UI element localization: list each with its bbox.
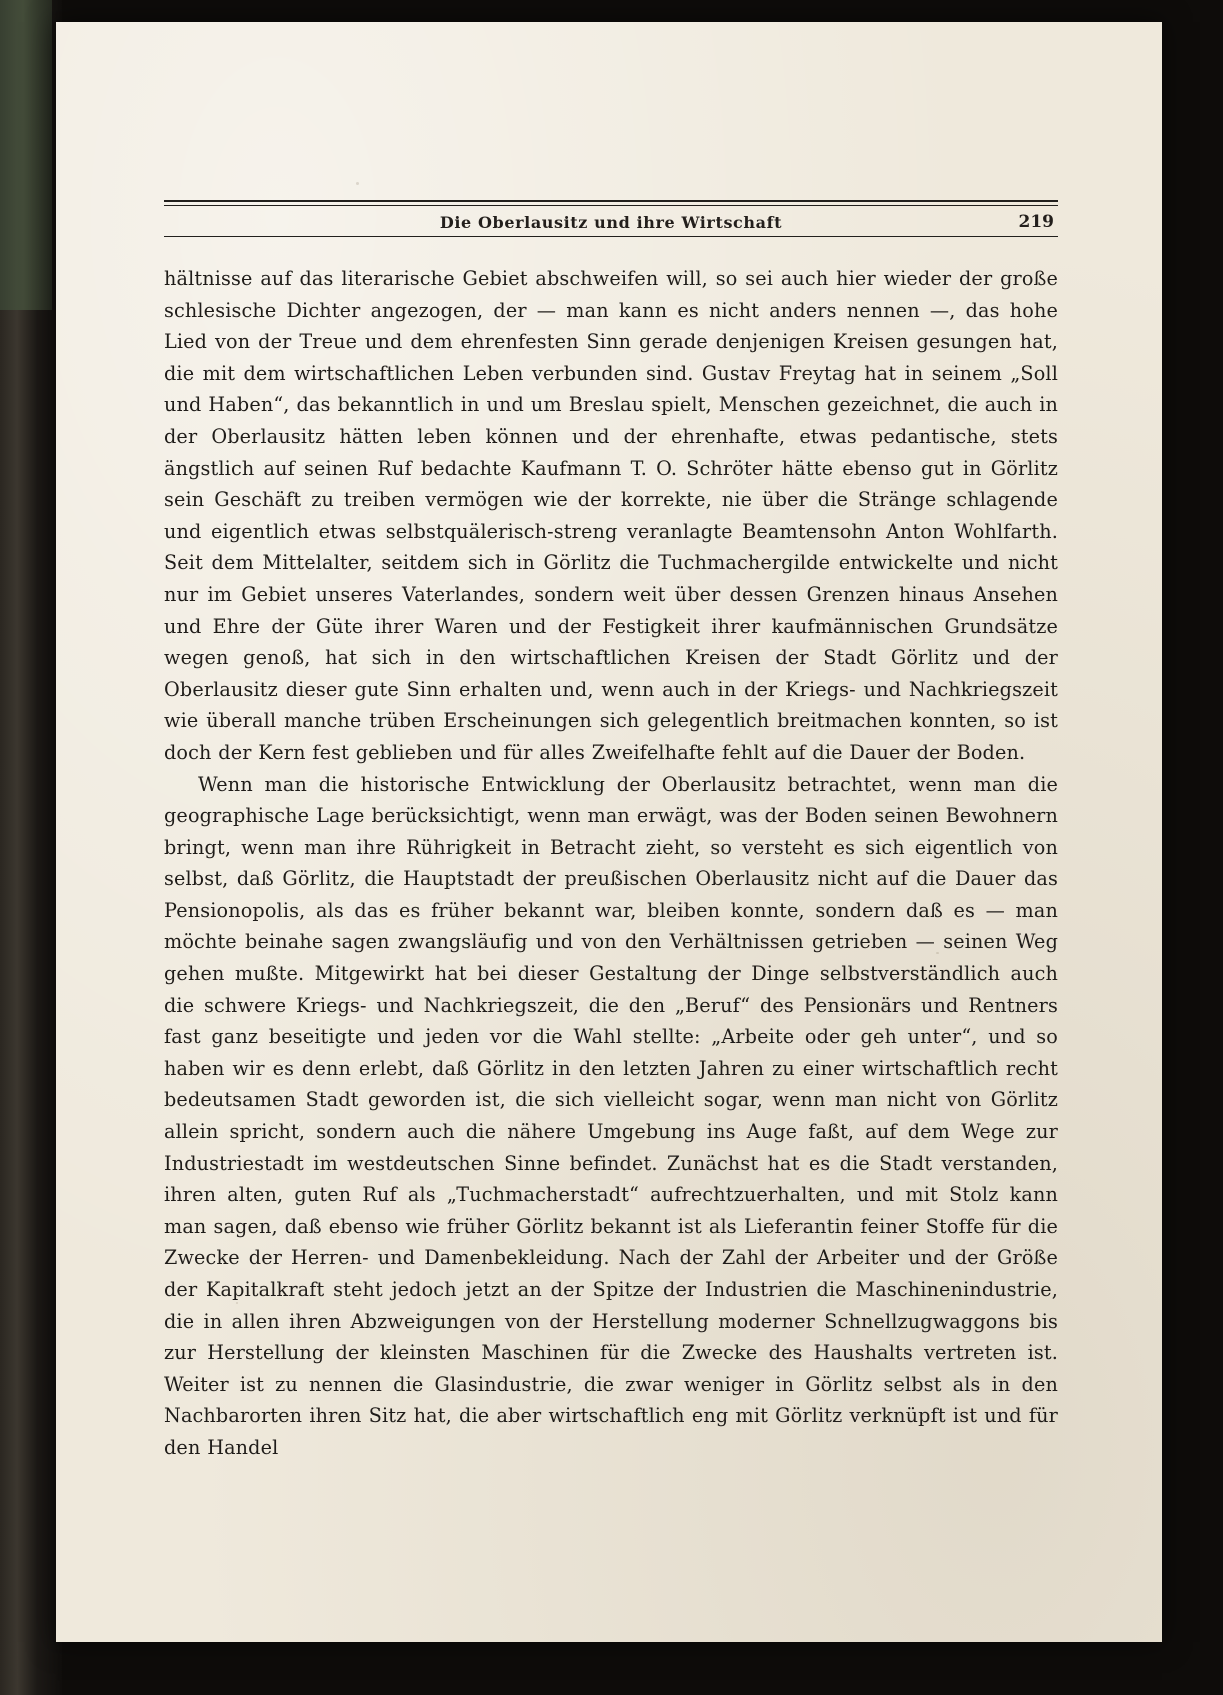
page-content [164, 200, 1058, 1464]
header-rule-bottom [164, 236, 1058, 237]
paragraph-2: Wenn man die historische Entwicklung der Oberlausitz betrachtet, wenn man die geographische Lage berücksichtigt, wenn man erwägt, was der Boden seinen Bewohnern bringt, wenn man ihre Rührigkeit in Betracht zieht, so versteht es sich eigentlich von selbst, daß Görlitz, die Hauptstadt der preußischen Oberlausitz nicht auf die Dauer das Pensionopolis, als das es früher bekannt war, bleiben konnte, sondern daß es — man möchte beinahe sagen zwangsläufig und von den Verhältnissen getrieben — seinen Weg gehen mußte. Mitgewirkt hat bei dieser Gestaltung der Dinge selbstverständlich auch die schwere Kriegs- und Nachkriegszeit, die den „Beruf“ des Pensionärs und Rentners fast ganz beseitigte und jeden vor die Wahl stellte: „Arbeite oder geh unter“, und so haben wir es denn erlebt, daß Görlitz in den letzten Jahren zu einer wirtschaftlich recht bedeutsamen Stadt geworden ist, die sich vielleicht sogar, wenn man nicht von Görlitz allein spricht, sondern auch die nähere Umgebung ins Auge faßt, auf dem Wege zur Industriestadt im westdeutschen Sinne befindet. Zunächst hat es die Stadt verstanden, ihren alten, guten Ruf als „Tuchmacherstadt“ aufrechtzuerhalten, und mit Stolz kann man sagen, daß ebenso wie früher Görlitz bekannt ist als Lieferantin feiner Stoffe für die Zwecke der Herren- und Damenbekleidung. Nach der Zahl der Arbeiter und der Größe der Kapitalkraft steht jedoch jetzt an der Spitze der Industrien die Maschinenindustrie, die in allen ihren Abzweigungen von der Herstellung moderner Schnellzugwaggons bis zur Herstellung der kleinsten Maschinen für die Zwecke des Haushalts vertreten ist. Weiter ist zu nennen die Glasindustrie, die zwar weniger in Görlitz selbst als in den Nachbarorten ihren Sitz hat, die aber wirtschaftlich eng mit Görlitz verknüpft ist und für den Handel [164, 772, 1058, 1459]
paper-speckle [356, 182, 359, 185]
running-head-title: Die Oberlausitz und ihre Wirtschaft [439, 213, 783, 232]
body-text-block [164, 263, 1058, 1464]
running-header [164, 206, 1058, 236]
page-number: 219 [1018, 212, 1054, 232]
book-cover-edge [0, 0, 52, 310]
page-sheet [56, 22, 1162, 1642]
paragraph-1: hältnisse auf das literarische Gebiet abschweifen will, so sei auch hier wieder der große schlesische Dichter angezogen, der — man kann es nicht anders nennen —, das hohe Lied von der Treue und dem ehrenfesten Sinn gerade denjenigen Kreisen gesungen hat, die mit dem wirtschaftlichen Leben verbunden sind. Gustav Freytag hat in seinem „Soll und Haben“, das bekanntlich in und um Breslau spielt, Menschen gezeichnet, die auch in der Oberlausitz hätten leben können und der ehrenhafte, etwas pedantische, stets ängstlich auf seinen Ruf bedachte Kaufmann T. O. Schröter hätte ebenso gut in Görlitz sein Geschäft zu treiben vermögen wie der korrekte, nie über die Stränge schlagende und eigentlich etwas selbstquälerisch-streng veranlagte Beamtensohn Anton Wohlfarth. Seit dem Mittelalter, seitdem sich in Görlitz die Tuchmachergilde entwickelte und nicht nur im Gebiet unseres Vaterlandes, sondern weit über dessen Grenzen hinaus Ansehen und Ehre der Güte ihrer Waren und der Festigkeit ihrer kaufmännischen Grundsätze wegen genoß, hat sich in den wirtschaftlichen Kreisen der Stadt Görlitz und der Oberlausitz dieser gute Sinn erhalten und, wenn auch in der Kriegs- und Nachkriegszeit wie überall manche trüben Erscheinungen sich gelegentlich breitmachen konnten, so ist doch der Kern fest geblieben und für alles Zweifelhafte fehlt auf die Dauer der Boden. [164, 267, 1058, 764]
